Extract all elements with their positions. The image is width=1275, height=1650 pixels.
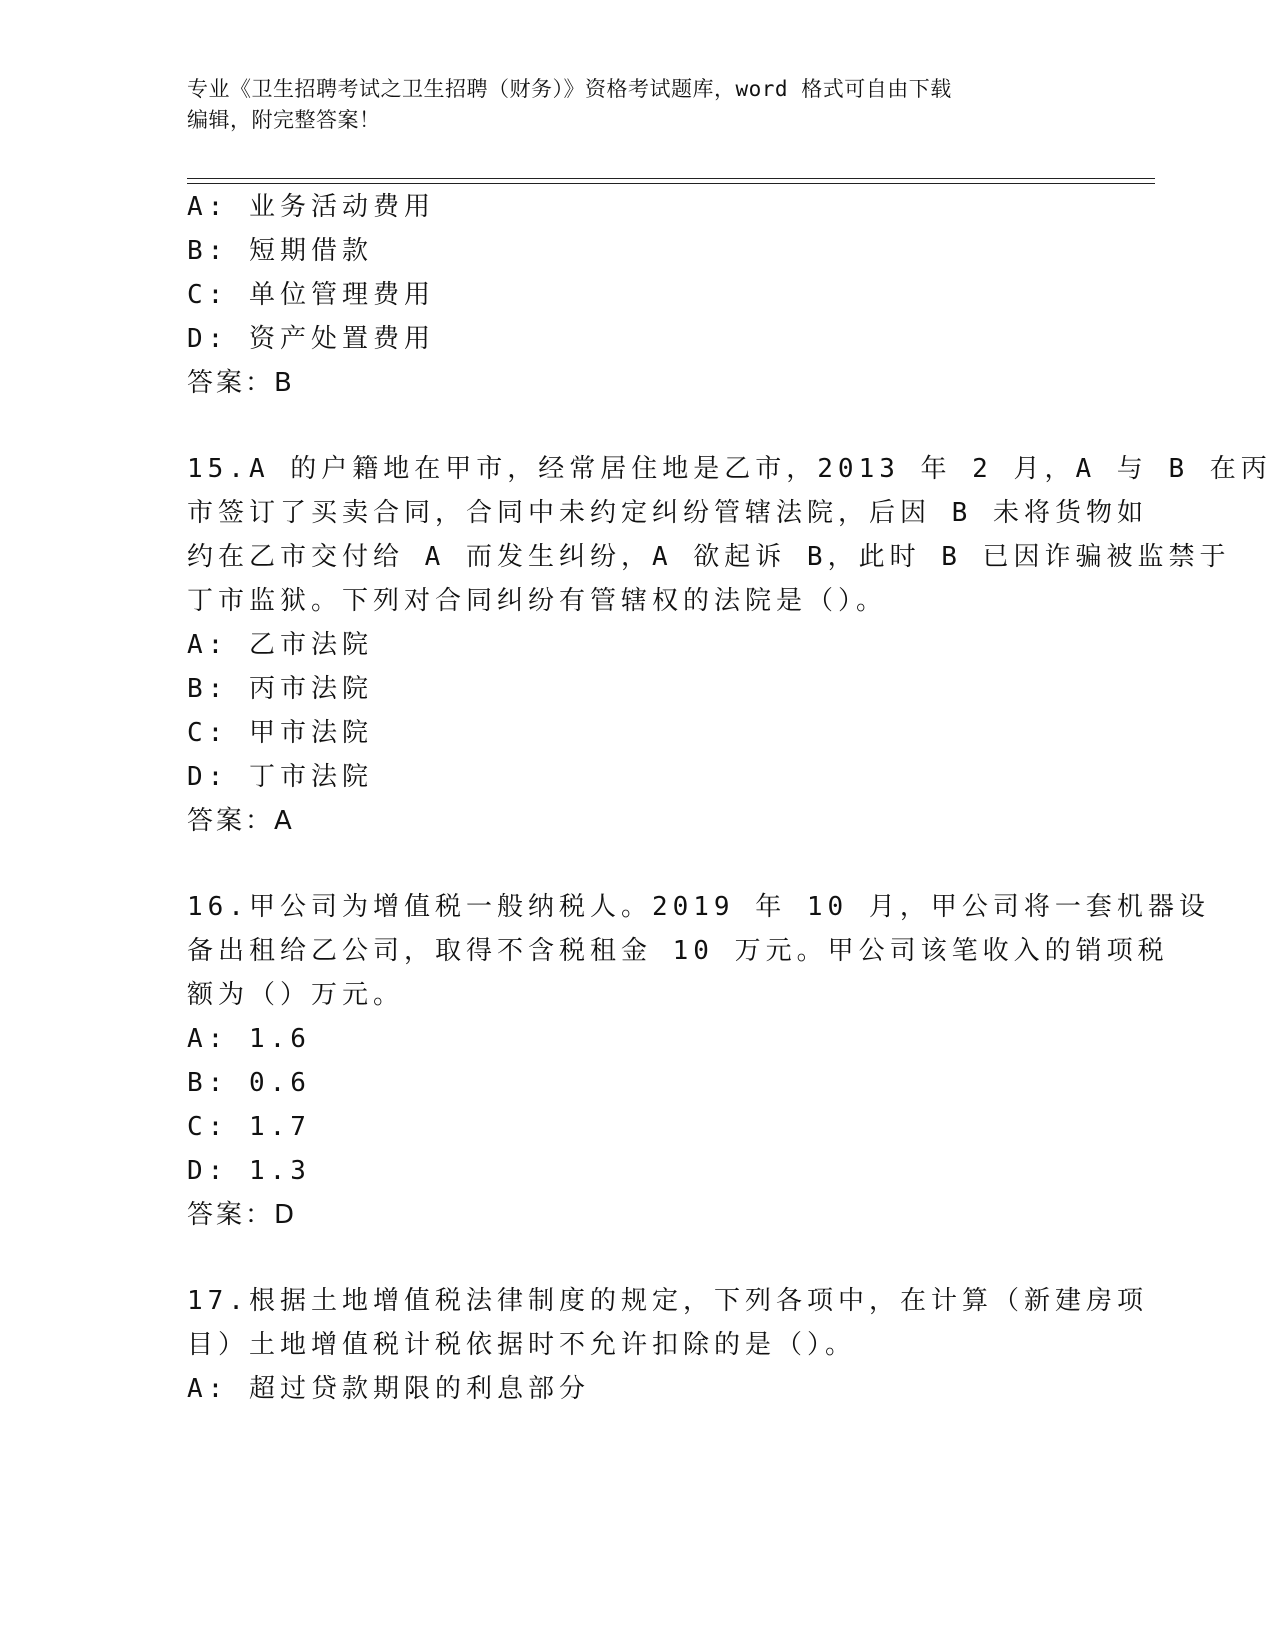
header-line-1: 专业《卫生招聘考试之卫生招聘（财务）》资格考试题库，word 格式可自由下载	[187, 77, 952, 101]
q16-option-a: A: 1.6	[187, 1024, 311, 1054]
q15-option-a: A: 乙市法院	[187, 630, 373, 660]
q16-stem-line-2: 备出租给乙公司，取得不含税租金 10 万元。甲公司该笔收入的销项税	[187, 936, 1169, 966]
q15-stem-line-4: 丁市监狱。下列对合同纠纷有管辖权的法院是（）。	[187, 586, 888, 616]
q14-option-b: B: 短期借款	[187, 236, 373, 266]
q16-answer: 答案：D	[187, 1200, 298, 1230]
q14-option-c: C: 单位管理费用	[187, 280, 435, 310]
q14-option-a: A: 业务活动费用	[187, 192, 435, 222]
q15-answer: 答案：A	[187, 806, 295, 836]
header-divider-bottom	[187, 183, 1155, 184]
header-divider-top	[187, 178, 1155, 179]
q15-option-b: B: 丙市法院	[187, 674, 373, 704]
q14-answer: 答案：B	[187, 368, 295, 398]
header-line-2: 编辑，附完整答案！	[187, 108, 381, 132]
q16-stem-line-1: 16.甲公司为增值税一般纳税人。2019 年 10 月，甲公司将一套机器设	[187, 892, 1210, 922]
q15-stem-line-1: 15.A 的户籍地在甲市，经常居住地是乙市，2013 年 2 月，A 与 B 在丙	[187, 454, 1272, 484]
q17-stem-line-1: 17.根据土地增值税法律制度的规定，下列各项中，在计算（新建房项	[187, 1286, 1148, 1316]
q15-option-d: D: 丁市法院	[187, 762, 373, 792]
q17-option-a: A: 超过贷款期限的利息部分	[187, 1374, 590, 1404]
q16-option-b: B: 0.6	[187, 1068, 311, 1098]
q15-option-c: C: 甲市法院	[187, 718, 373, 748]
q16-option-c: C: 1.7	[187, 1112, 311, 1142]
q15-stem-line-2: 市签订了买卖合同，合同中未约定纠纷管辖法院，后因 B 未将货物如	[187, 498, 1148, 528]
q15-stem-line-3: 约在乙市交付给 A 而发生纠纷，A 欲起诉 B，此时 B 已因诈骗被监禁于	[187, 542, 1231, 572]
q17-stem-line-2: 目）土地增值税计税依据时不允许扣除的是（）。	[187, 1330, 857, 1360]
q16-stem-line-3: 额为（）万元。	[187, 980, 405, 1010]
document-header	[187, 74, 1067, 136]
q16-option-d: D: 1.3	[187, 1156, 311, 1186]
q14-option-d: D: 资产处置费用	[187, 324, 435, 354]
